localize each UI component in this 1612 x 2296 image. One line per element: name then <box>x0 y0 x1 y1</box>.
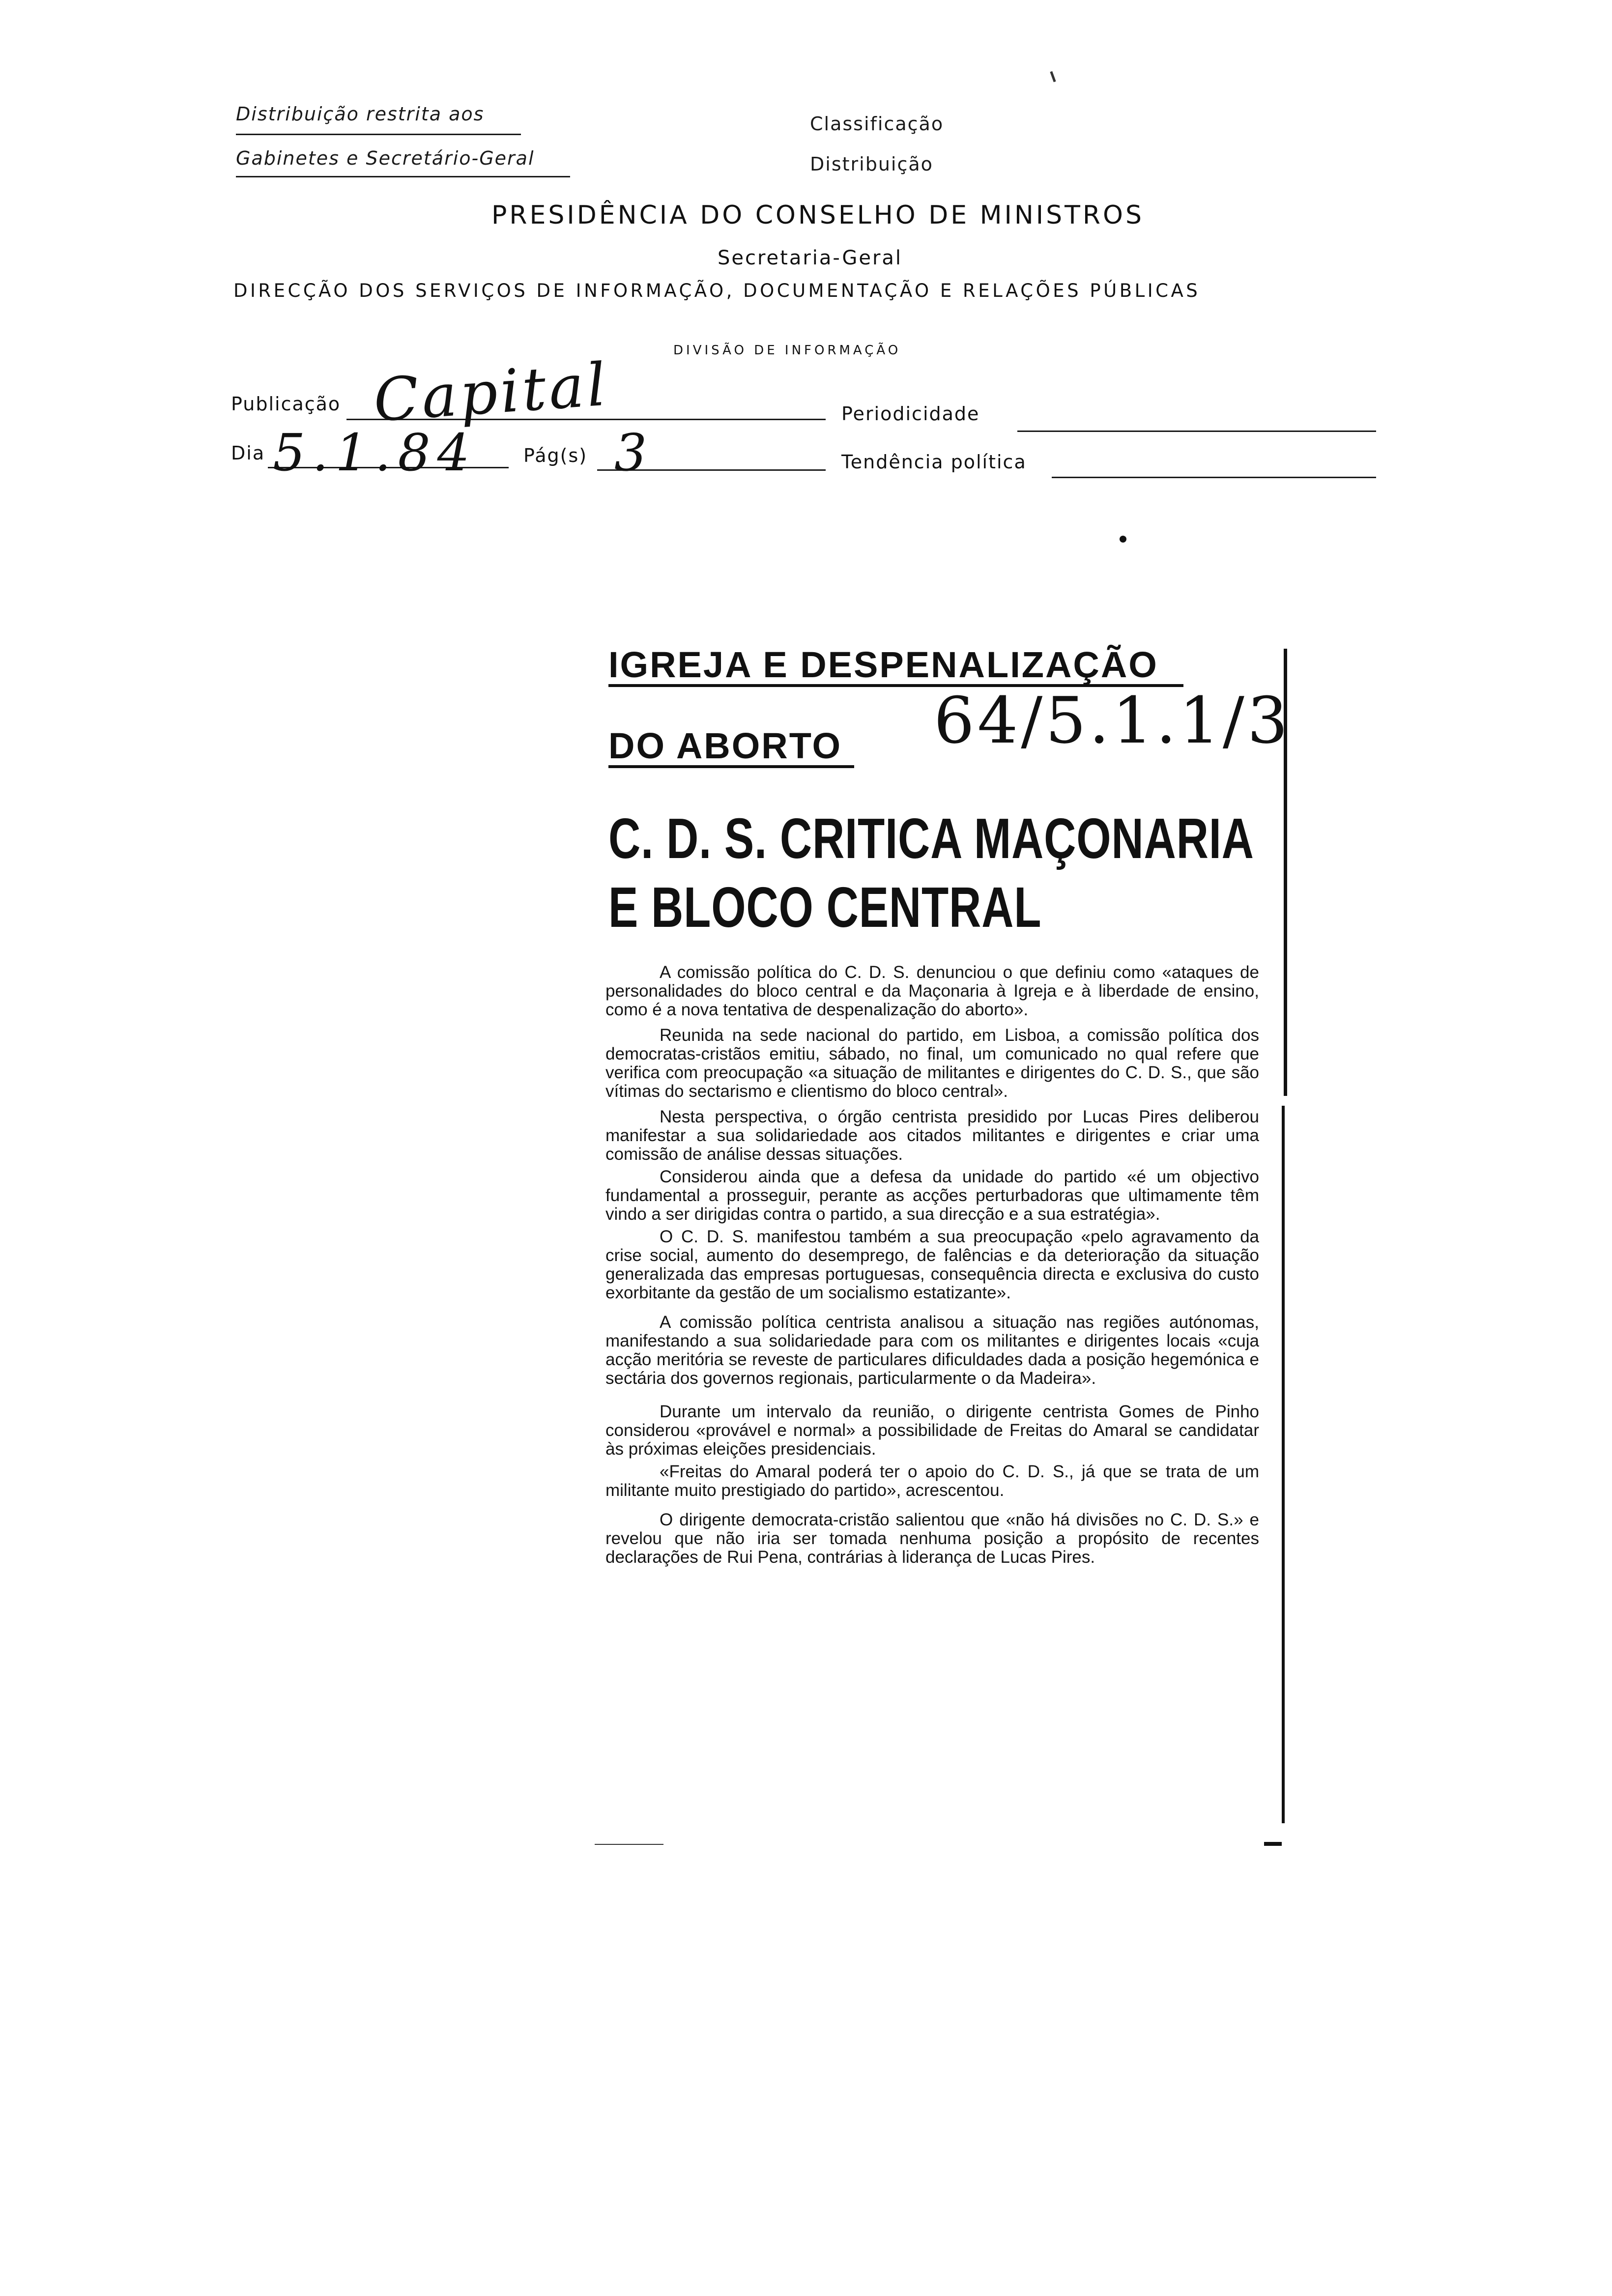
article-paragraph: O C. D. S. manifestou também a sua preocupação «pelo agravamento da crise social, aumento do desemprego, de falências e da deterioração da situação generalizada das empresas portuguesas, consequência directa e exclusiva do custo exorbitante da gestão de um socialismo estatizante». <box>605 1227 1259 1302</box>
scan-speck <box>1120 536 1126 543</box>
handwritten-reference: 64/5.1.1/3 <box>934 683 1291 758</box>
article-headline-line2: DO ABORTO <box>608 725 842 766</box>
article-paragraph: Nesta perspectiva, o órgão centrista presidido por Lucas Pires deliberou manifestar a sua solidariedade aos citados militantes e dirigentes e criar uma comissão de análise dessas situações. <box>605 1107 1259 1164</box>
article-paragraph: «Freitas do Amaral poderá ter o apoio do C. D. S., já que se trata de um militante muito prestigiado do partido», acrescentou. <box>605 1462 1259 1500</box>
day-label: Dia <box>231 442 265 464</box>
article-paragraph: Reunida na sede nacional do partido, em Lisboa, a comissão política dos democratas-cristãos emitiu, sábado, no final, um comunicado no qual refere que verifica com preocupação «a situação de militantes e dirigentes do C. D. S., que são vítimas do sectarismo e clientismo do bloco central». <box>605 1026 1259 1101</box>
political-tendency-label: Tendência política <box>841 451 1027 473</box>
headline-underline <box>608 765 854 768</box>
divider <box>236 134 521 135</box>
day-handwritten-value: 5.1.84 <box>273 423 477 483</box>
clipping-edge-bar <box>1282 1106 1285 1823</box>
periodicity-fill-line <box>1017 430 1376 432</box>
secretariat-subtitle: Secretaria-Geral <box>718 247 903 269</box>
page-title: PRESIDÊNCIA DO CONSELHO DE MINISTROS <box>491 201 1144 230</box>
division-label: DIVISÃO DE INFORMAÇÃO <box>673 343 901 358</box>
article-headline-line1: IGREJA E DESPENALIZAÇÃO <box>608 644 1158 685</box>
divider <box>236 176 570 177</box>
directorate-line: DIRECÇÃO DOS SERVIÇOS DE INFORMAÇÃO, DOCUMENTAÇÃO E RELAÇÕES PÚBLICAS <box>233 280 1201 301</box>
pages-label: Pág(s) <box>523 445 588 466</box>
distribution-label: Distribuição <box>810 153 933 175</box>
distribution-restricted-line1: Distribuição restrita aos <box>236 103 485 125</box>
periodicity-label: Periodicidade <box>841 403 980 425</box>
article-paragraph: Considerou ainda que a defesa da unidade do partido «é um objectivo fundamental a prosseguir, perante as acções perturbadoras que ultimamente têm vindo a ser dirigidas contra o partido, a sua direcção e a sua estratégia». <box>605 1167 1259 1224</box>
political-tendency-fill-line <box>1052 477 1376 478</box>
article-subhead-line1: C. D. S. CRITICA MAÇONARIA <box>608 806 1254 870</box>
scan-speck <box>1050 71 1056 82</box>
article-subhead-line2: E BLOCO CENTRAL <box>608 875 1042 939</box>
publication-handwritten-value: Capital <box>371 350 611 435</box>
publication-label: Publicação <box>231 393 341 415</box>
distribution-restricted-line2: Gabinetes e Secretário-Geral <box>236 147 535 169</box>
classification-label: Classificação <box>810 113 944 135</box>
article-paragraph: A comissão política centrista analisou a situação nas regiões autónomas, manifestando a sua solidariedade para com os militantes e dirigentes locais «cuja acção meritória se reveste de particulares dificuldades dada a posição hegemónica e sectária dos governos regionais, particularmente o da Madeira». <box>605 1313 1259 1388</box>
article-paragraph: O dirigente democrata-cristão salientou que «não há divisões no C. D. S.» e revelou que não iria ser tomada nenhuma posição a propósito de recentes declarações de Rui Pena, contrárias à liderança de Lucas Pires. <box>605 1510 1259 1567</box>
article-body <box>605 963 1259 1567</box>
pages-handwritten-value: 3 <box>614 423 647 483</box>
article-end-rule <box>595 1844 663 1845</box>
article-paragraph: A comissão política do C. D. S. denunciou o que definiu como «ataques de personalidades do bloco central e da Maçonaria à Igreja e à liberdade de ensino, como é a nova tentativa de despenalização do aborto». <box>605 963 1259 1019</box>
article-paragraph: Durante um intervalo da reunião, o dirigente centrista Gomes de Pinho considerou «provável e normal» a possibilidade de Freitas do Amaral se candidatar às próximas eleições presidenciais. <box>605 1402 1259 1459</box>
clipping-corner-mark <box>1264 1842 1282 1846</box>
